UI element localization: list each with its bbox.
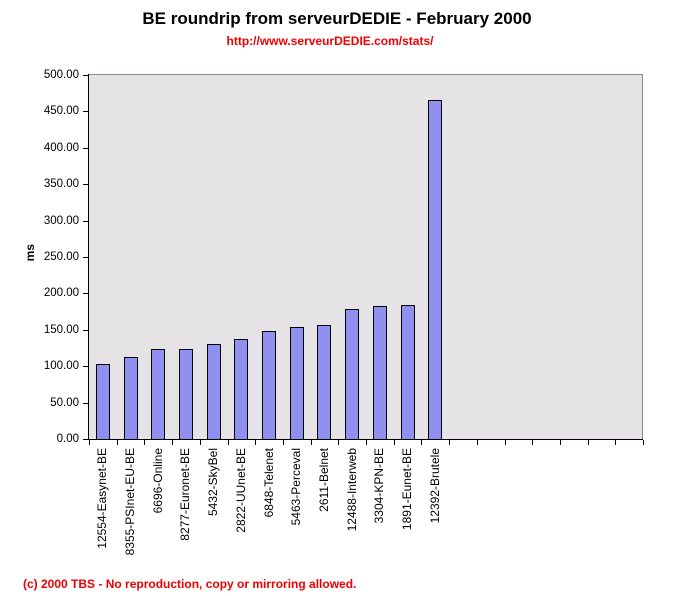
bar [207,344,221,439]
x-axis-tick [643,440,644,445]
x-axis-tick-label: 6848-Telenet [261,448,276,518]
y-axis-tick [83,403,89,404]
bar [262,331,276,439]
plot-border-right [642,75,643,439]
x-axis-tick [394,440,395,445]
x-axis-tick-label: 6696-Online [150,448,165,514]
y-axis-tick-label: 50.00 [50,396,79,409]
bar [234,339,248,439]
x-axis-tick [366,440,367,445]
x-axis-tick-label: 5432-SkyBel [206,448,221,517]
y-axis-tick [83,148,89,149]
bar [151,349,165,439]
x-axis-tick [588,440,589,445]
x-axis-tick [477,440,478,445]
x-axis-tick-label: 2822-UUnet-BE [233,448,248,533]
chart-title: BE roundrip from serveurDEDIE - February 2000 [142,9,532,28]
x-axis-tick [200,440,201,445]
bar [124,357,138,439]
x-axis-tick [505,440,506,445]
x-axis-tick-label: 5463-Perceval [289,448,304,526]
x-axis-tick-label: 12488-Interweb [344,448,359,532]
x-axis-tick [532,440,533,445]
y-axis-tick-label: 450.00 [43,105,79,118]
y-axis-tick-label: 100.00 [43,360,79,373]
x-axis-tick [421,440,422,445]
y-axis-title: ms [23,244,37,262]
x-axis-tick-label: 1891-Eunet-BE [400,448,415,531]
plot-border-top [89,74,643,75]
plot-area [89,75,642,439]
bar [179,349,193,439]
y-axis-tick [83,75,89,76]
y-axis-tick [83,221,89,222]
x-axis-tick [311,440,312,445]
x-axis-tick [449,440,450,445]
copyright-notice: (c) 2000 TBS - No reproduction, copy or mirroring allowed. [23,577,357,591]
y-axis-tick [83,111,89,112]
x-axis-tick-label: 8277-Euronet-BE [178,448,193,541]
bar [290,327,304,439]
x-axis-tick-label: 2611-Belnet [316,448,331,512]
bar [401,305,415,439]
x-axis-tick [255,440,256,445]
bar [96,364,110,439]
x-axis-tick-label: 3304-KPN-BE [372,448,387,524]
x-axis-tick [338,440,339,445]
bar [428,100,442,439]
y-axis-tick-label: 400.00 [43,141,79,154]
y-axis-tick [83,257,89,258]
x-axis-tick [283,440,284,445]
y-axis-tick-label: 350.00 [43,178,79,191]
x-axis-tick-label: 8355-PSInet-EU-BE [123,448,138,556]
x-axis-tick [89,440,90,445]
y-axis-tick [83,330,89,331]
x-axis-tick-label: 12554-Easynet-BE [95,448,110,549]
bar [317,325,331,439]
x-axis-tick [117,440,118,445]
stats-url-text: http://www.serveurDEDIE.com/stats/ [226,34,434,48]
x-axis-tick [615,440,616,445]
y-axis-tick-label: 250.00 [43,251,79,263]
y-axis-tick [83,293,89,294]
x-axis-tick [172,440,173,445]
y-axis-tick-label: 300.00 [43,214,79,227]
y-axis-tick-label: 150.00 [43,323,79,336]
bar [373,306,387,439]
y-axis-tick-label: 500.00 [43,69,79,81]
bar [345,309,359,439]
y-axis-tick-label: 0.00 [56,433,79,445]
y-axis-tick [83,366,89,367]
x-axis-tick [560,440,561,445]
x-axis-tick [228,440,229,445]
x-axis-tick [144,440,145,445]
y-axis-tick [83,184,89,185]
y-axis-tick-label: 200.00 [43,287,79,300]
x-axis-tick-label: 12392-Brutele [427,448,442,524]
